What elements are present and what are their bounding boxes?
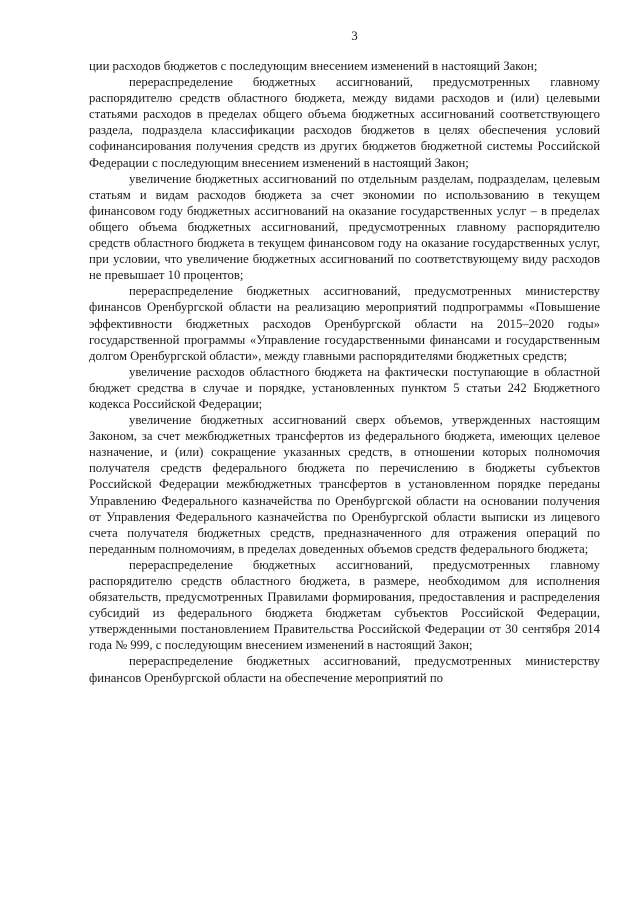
- page-number: 3: [351, 28, 358, 43]
- paragraph-cofinancing-redistribution: перераспределение бюджетных ассигнований, предусмотренных главному распорядителю средств областного бюджета, между видами расходов и (или) целевыми статьями расходов в пределах общего объема бюджетных ассигнований соответствующего раздела, подраздела классификации расходов бюджетов в целях обеспечения условий софинансирования получения средств из других бюджетов бюджетной системы Российской Федерации с последующим внесением изменений в настоящий Закон;: [89, 75, 600, 170]
- paragraph-state-services-increase: увеличение бюджетных ассигнований по отдельным разделам, подразделам, целевым статьям и видам расходов бюджета за счет экономии по использованию в текущем финансовом году бюджетных ассигнований на оказание государственных услуг – в пределах общего объема бюджетных ассигнований, предусмотренных главному распорядителю средств областного бюджета в текущем финансовом году на оказание государственных услуг, при условии, что увеличение бюджетных ассигнований по соответствующему виду расходов не превышает 10 процентов;: [89, 171, 600, 283]
- document-body: [89, 58, 600, 686]
- paragraph-continued: ции расходов бюджетов с последующим внесением изменений в настоящий Закон;: [89, 59, 538, 73]
- paragraph-article-242-increase: увеличение расходов областного бюджета на фактически поступающие в областной бюджет средства в случае и порядке, установленных пунктом 5 статьи 242 Бюджетного кодекса Российской Федерации;: [89, 364, 600, 411]
- paragraph-federal-transfers-increase: увеличение бюджетных ассигнований сверх объемов, утвержденных настоящим Законом, за счет межбюджетных трансфертов из федерального бюджета, имеющих целевое назначение, и (или) сокращение указанных средств, в отношении которых полномочия получателя средств федерального бюджета по перечислению в бюджеты субъектов Российской Федерации межбюджетных трансфертов в установленном порядке переданы Управлению Федерального казначейства по Оренбургской области на основании получения от Управления Федерального казначейства по Оренбургской области выписки из лицевого счета получателя бюджетных средств, предназначенного для отражения операций по переданным полномочиям, в пределах доведенных объемов средств федерального бюджета;: [89, 413, 600, 556]
- paragraph-ministry-finance-redistribution: перераспределение бюджетных ассигнований, предусмотренных министерству финансов Оренбургской области на обеспечение мероприятий по: [89, 654, 600, 685]
- paragraph-subsidy-rules-redistribution: перераспределение бюджетных ассигнований, предусмотренных главному распорядителю средств областного бюджета, в размере, необходимом для исполнения обязательств, предусмотренных Правилами формирования, предоставления и распределения субсидий из федерального бюджета бюджетам субъектов Российской Федерации, утвержденными постановлением Правительства Российской Федерации от 30 сентября 2014 года № 999, с последующим внесением изменений в настоящий Закон;: [89, 557, 600, 653]
- paragraph-subprogram-redistribution: перераспределение бюджетных ассигнований, предусмотренных министерству финансов Оренбургской области на реализацию мероприятий подпрограммы «Повышение эффективности бюджетных расходов Оренбургской области на 2015–2020 годы» государственной программы «Управление государственными финансами и государственным долгом Оренбургской области», между главными распорядителями бюджетных средств;: [89, 284, 600, 363]
